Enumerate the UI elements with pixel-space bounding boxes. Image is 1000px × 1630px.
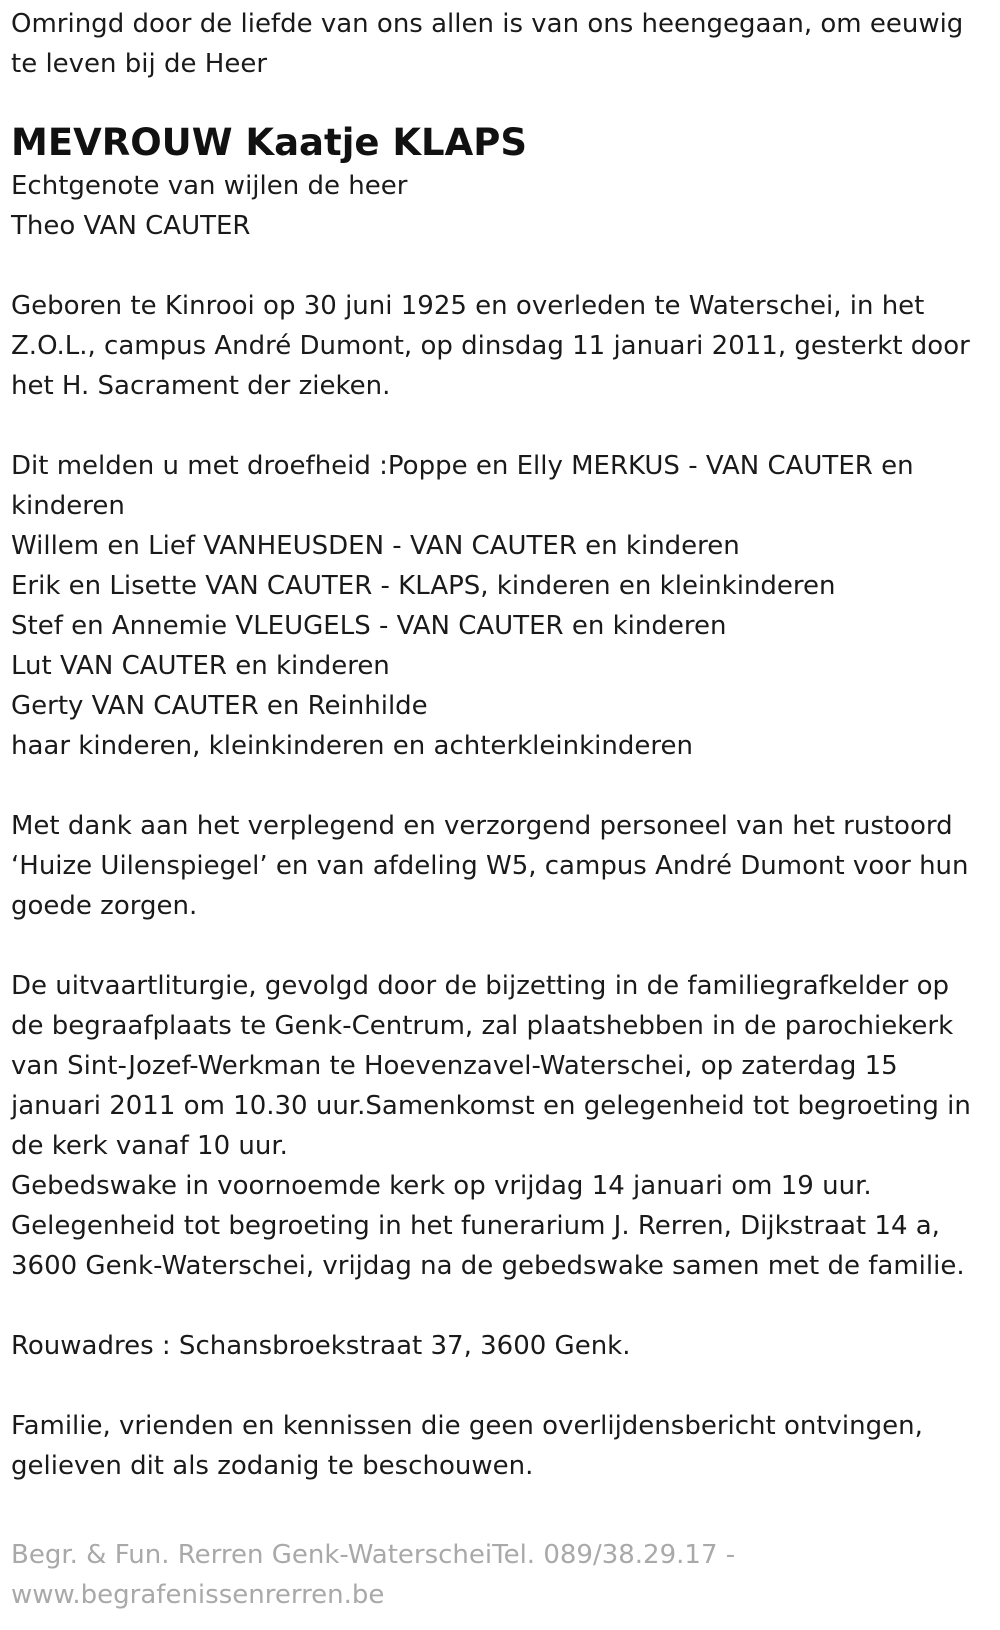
intro-text bbox=[11, 4, 990, 84]
spouse-line: Echtgenote van wijlen de heer bbox=[11, 171, 408, 201]
deceased-name: MEVROUW Kaatje KLAPS bbox=[11, 121, 528, 164]
footer-line: Begr. & Fun. Rerren Genk-WaterscheiTel. 089/38.29.17 - bbox=[11, 1540, 736, 1570]
family-line: Erik en Lisette VAN CAUTER - KLAPS, kinderen en kleinkinderen bbox=[11, 571, 836, 601]
family-line: Lut VAN CAUTER en kinderen bbox=[11, 651, 390, 681]
funeral-home-footer bbox=[11, 1535, 981, 1615]
paragraph-line: van Sint-Jozef-Werkman te Hoevenzavel-Waterschei, op zaterdag 15 bbox=[11, 1051, 898, 1081]
family-line: Willem en Lief VANHEUSDEN - VAN CAUTER en kinderen bbox=[11, 531, 740, 561]
paragraph-line: ‘Huize Uilenspiegel’ en van afdeling W5, campus André Dumont voor hun bbox=[11, 851, 969, 881]
paragraph-line: Z.O.L., campus André Dumont, op dinsdag 11 januari 2011, gesterkt door bbox=[11, 331, 970, 361]
thanks-paragraph bbox=[11, 806, 990, 926]
mourning-address bbox=[11, 1326, 990, 1366]
paragraph-line: Met dank aan het verplegend en verzorgend personeel van het rustoord bbox=[11, 811, 953, 841]
notice-paragraph bbox=[11, 1406, 990, 1486]
paragraph-line: de kerk vanaf 10 uur. bbox=[11, 1131, 288, 1161]
family-line: Gerty VAN CAUTER en Reinhilde bbox=[11, 691, 428, 721]
paragraph-line: Familie, vrienden en kennissen die geen overlijdensbericht ontvingen, bbox=[11, 1411, 923, 1441]
family-line: Stef en Annemie VLEUGELS - VAN CAUTER en kinderen bbox=[11, 611, 727, 641]
footer-website-link[interactable]: www.begrafenissenrerren.be bbox=[11, 1580, 385, 1610]
paragraph-line: gelieven dit als zodanig te beschouwen. bbox=[11, 1451, 534, 1481]
paragraph-line: De uitvaartliturgie, gevolgd door de bijzetting in de familiegrafkelder op bbox=[11, 971, 950, 1001]
funeral-paragraph bbox=[11, 966, 990, 1286]
family-list bbox=[11, 446, 990, 766]
address-line: Rouwadres : Schansbroekstraat 37, 3600 Genk. bbox=[11, 1331, 631, 1361]
birth-death-paragraph bbox=[11, 286, 990, 406]
paragraph-line: Geboren te Kinrooi op 30 juni 1925 en overleden te Waterschei, in het bbox=[11, 291, 925, 321]
paragraph-line: 3600 Genk-Waterschei, vrijdag na de gebedswake samen met de familie. bbox=[11, 1251, 965, 1281]
spouse-text bbox=[11, 166, 990, 246]
paragraph-line: januari 2011 om 10.30 uur.Samenkomst en gelegenheid tot begroeting in bbox=[11, 1091, 971, 1121]
paragraph-line: het H. Sacrament der zieken. bbox=[11, 371, 391, 401]
family-line: Dit melden u met droefheid :Poppe en Elly MERKUS - VAN CAUTER en bbox=[11, 451, 914, 481]
spouse-line: Theo VAN CAUTER bbox=[11, 211, 251, 241]
intro-line: te leven bij de Heer bbox=[11, 49, 268, 79]
paragraph-line: goede zorgen. bbox=[11, 891, 198, 921]
paragraph-line: Gebedswake in voornoemde kerk op vrijdag 14 januari om 19 uur. bbox=[11, 1171, 872, 1201]
family-line: haar kinderen, kleinkinderen en achterkleinkinderen bbox=[11, 731, 693, 761]
family-line: kinderen bbox=[11, 491, 125, 521]
intro-line: Omringd door de liefde van ons allen is van ons heengegaan, om eeuwig bbox=[11, 9, 964, 39]
paragraph-line: Gelegenheid tot begroeting in het funerarium J. Rerren, Dijkstraat 14 a, bbox=[11, 1211, 940, 1241]
paragraph-line: de begraafplaats te Genk-Centrum, zal plaatshebben in de parochiekerk bbox=[11, 1011, 954, 1041]
